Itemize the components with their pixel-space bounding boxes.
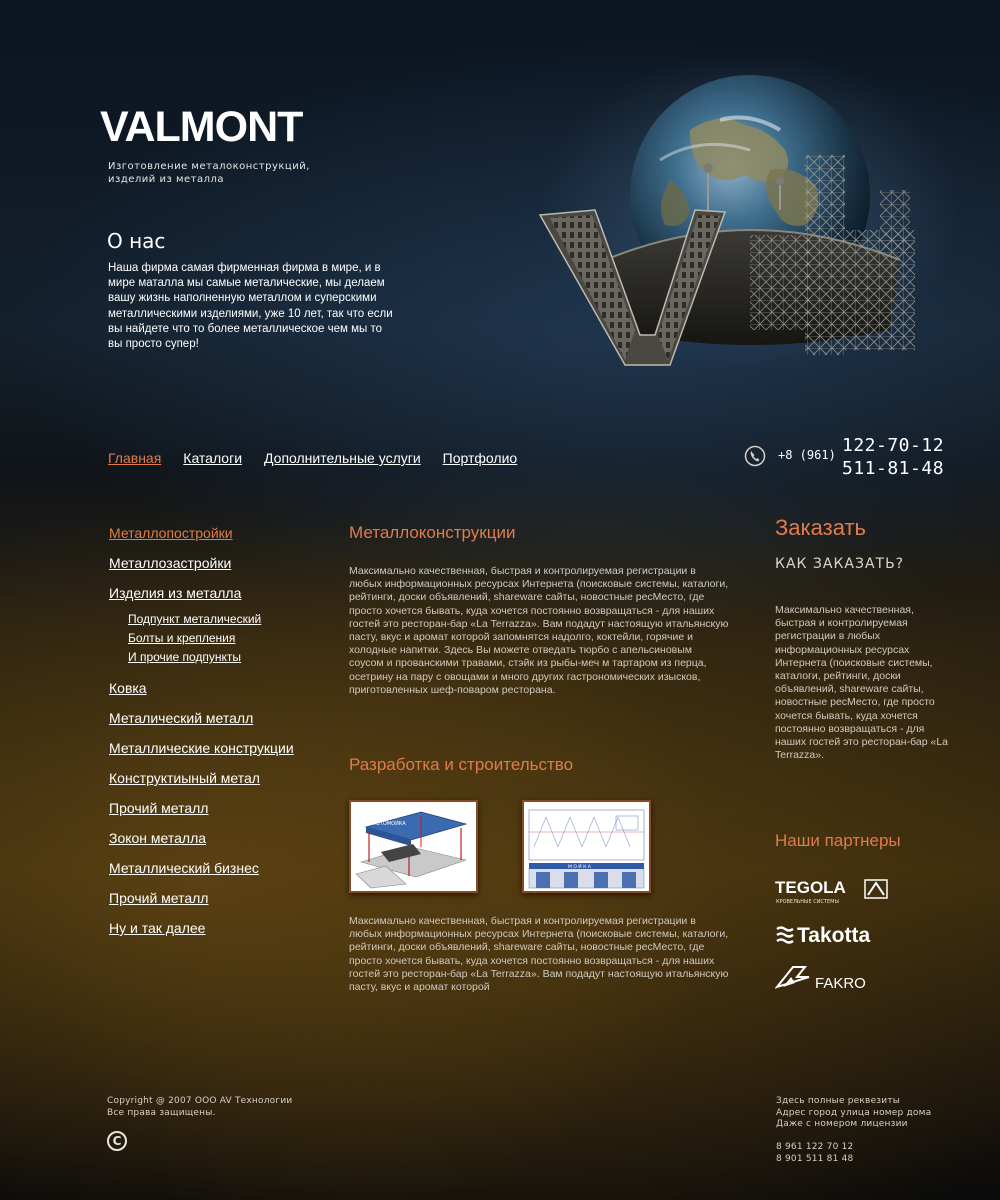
footer-phone: 8 901 511 81 48 [776, 1153, 854, 1164]
hero-globe-image [520, 60, 960, 380]
carwash-blueprint-drawing [524, 802, 649, 891]
sidebar-item-and-so-on[interactable]: Ну и так далее [109, 920, 206, 936]
sidebar-item-forging[interactable]: Ковка [109, 680, 147, 696]
sidebar-item-metal-business[interactable]: Металлический бизнес [109, 860, 259, 876]
tagline-line: Изготовление металоконструкций, [108, 161, 310, 172]
sidebar-item-metallic-metal[interactable]: Металический металл [109, 710, 254, 726]
sidebar-nav [109, 524, 329, 949]
nav-link-portfolio[interactable]: Портфолио [442, 450, 518, 466]
fakro-logo-text: FAKRO [815, 975, 866, 992]
sidebar-item-constructive-metal[interactable]: Конструктиыный метал [109, 770, 260, 786]
copyright-line: Все права защищены. [107, 1107, 216, 1118]
copyright-line: Copyright @ 2007 ООО AV Технологии [107, 1096, 293, 1106]
partner-logo-tegola[interactable] [775, 876, 895, 906]
carwash-sign-blueprint: М О Й К А [568, 865, 591, 870]
requisites-line: Адрес город улица номер дома [776, 1107, 932, 1118]
order-title: Заказать [775, 515, 866, 540]
footer-requisites [776, 1096, 931, 1165]
section-text: Максимально качественная, быстрая и контролируемая регистрации в любых информационных ресурсах Интернета (поисковые системы, каталоги, рейтинги, доски объявлений, shareware сайты, новостные ресМесто, где просто хочется бывать, куда хочется постоянно возвращаться - для наших гостей это ресторан-бар «La Terrazza». Вам подадут настоящую итальянскую пасту, вкус и аромат которой запомнятся надолго, коктейли, горячие и холодные напитки. Здесь Вы можете отведать тюрбо с апельсиновым соусом и прованскими травами, стэйк из рыбы-меч м тартаром из перца, осетрину на пару с овощами и много других гастрономических изысков, приготовленных шеф-поваром ресторана. [349, 565, 729, 696]
requisites-line: Здесь полные реквезиты [776, 1096, 901, 1106]
copyright-icon: C [107, 1131, 127, 1151]
sidebar-item-other-metal-2[interactable]: Прочий металл [109, 890, 209, 906]
tegola-logo-text: TEGOLA [775, 878, 846, 897]
section-title-development: Разработка и строительство [349, 755, 574, 774]
sidebar-item-metal-development[interactable]: Металлозастройки [109, 555, 232, 571]
partners-title: Наши партнеры [775, 831, 901, 850]
sidebar-subitem-other[interactable]: И прочие подпункты [128, 650, 242, 664]
phone-number: 122-70-12 [842, 435, 945, 456]
portfolio-thumbnail-carwash-3d[interactable] [349, 800, 478, 893]
sidebar-item-metal-buildings[interactable]: Металлопостройки [109, 525, 233, 541]
sidebar-subitems [109, 610, 329, 667]
partner-logo-fakro[interactable] [775, 963, 895, 993]
tagline-line: изделий из металла [108, 174, 225, 185]
phone-number: 511-81-48 [842, 458, 945, 479]
nav-link-catalogs[interactable]: Каталоги [183, 450, 243, 466]
sidebar-subitem-metallic[interactable]: Подпункт металический [128, 612, 262, 626]
requisites-line: Даже с номером лицензии [776, 1119, 908, 1129]
phone-prefix: +8 (961) [778, 448, 836, 462]
partner-logo-takotta[interactable] [775, 920, 905, 950]
section-title-metal-constructions: Металлоконструкции [349, 523, 516, 542]
about-title: О нас [107, 229, 166, 253]
carwash-3d-drawing [351, 802, 476, 891]
sidebar-item-metal-constructions[interactable]: Металлические конструкции [109, 740, 294, 756]
tagline [108, 160, 318, 186]
sidebar-item-metal-law[interactable]: Зокон металла [109, 830, 207, 846]
tegola-logo-subtitle: КРОВЕЛЬНЫЕ СИСТЕМЫ [776, 899, 839, 905]
sidebar-item-metal-products[interactable]: Изделия из металла [109, 585, 242, 601]
about-text: Наша фирма самая фирменная фирма в мире, и в мире маталла мы самые металические, мы делаем вашу жизнь наполненную металлом и суперскими металлическими изделиями, уже 10 лет, так что если вы найдете что то более металлическое чем мы то вы просто супер! [108, 262, 393, 351]
how-to-order-link[interactable]: КАК ЗАКАЗАТЬ? [775, 556, 905, 572]
takotta-logo-text: Takotta [797, 924, 871, 947]
nav-link-home[interactable]: Главная [108, 450, 162, 466]
top-nav [108, 450, 517, 466]
section-text: Максимально качественная, быстрая и контролируемая регистрации в любых информационных ресурсах Интернета (поисковые системы, каталоги, рейтинги, доски объявлений, shareware сайты, новостные ресМесто, где просто хочется бывать, куда хочется постоянно возвращаться - для наших гостей это ресторан-бар «La Terrazza». Вам подадут настоящую итальянскую пасту, вкус и аромат которой [349, 915, 729, 994]
phone-icon [744, 445, 766, 467]
carwash-sign: АВТОМОЙКА [373, 821, 406, 827]
sidebar-subitem-bolts[interactable]: Болты и крепления [128, 631, 236, 645]
logo[interactable]: VALMONT [100, 103, 303, 151]
sidebar-item-other-metal[interactable]: Прочий металл [109, 800, 209, 816]
portfolio-thumbnail-carwash-drawing[interactable] [522, 800, 651, 893]
footer-copyright [107, 1096, 292, 1119]
footer-phone: 8 961 122 70 12 [776, 1142, 854, 1152]
order-text: Максимально качественная, быстрая и контролируемая регистрации в любых информационных ресурсах Интернета (поисковые системы, каталоги, рейтинги, доски объявлений, shareware сайты, новостные ресМесто, где просто хочется бывать, куда хочется постоянно возвращаться - для наших гостей это ресторан-бар «La Terrazza». [775, 604, 948, 762]
nav-link-services[interactable]: Дополнительные услуги [264, 450, 421, 466]
